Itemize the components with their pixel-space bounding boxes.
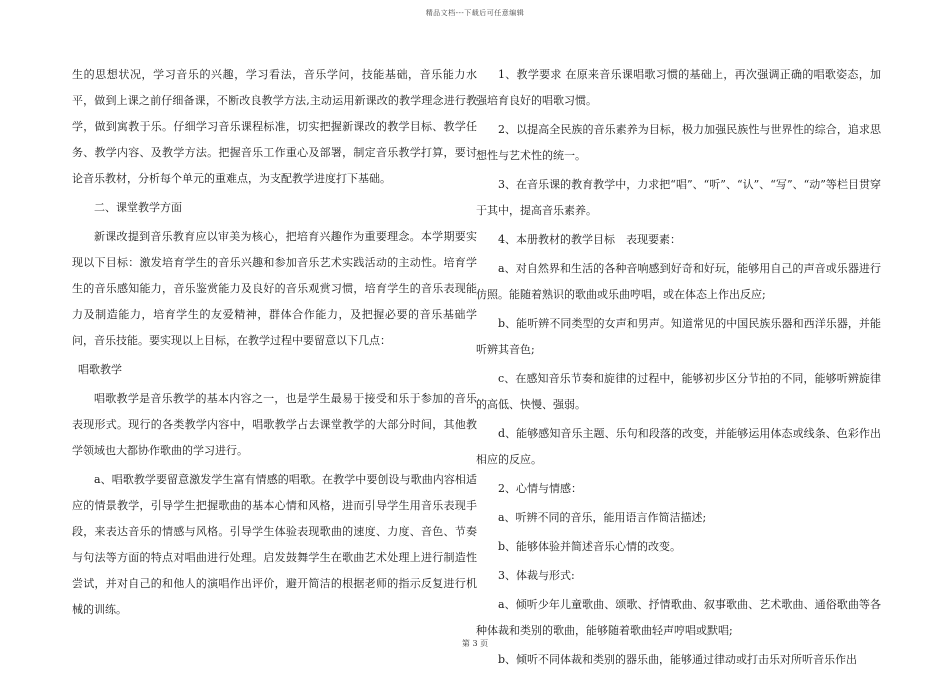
paragraph: d、能够感知音乐主题、乐句和段落的改变，并能够运用体态或线条、色彩作出相应的反应。 xyxy=(476,427,881,466)
paragraph: a、对自然界和生活的各种音响感到好奇和好玩，能够用自己的声音或乐器进行仿照。能随着熟识的歌曲或乐曲哼唱，或在体态上作出反应; xyxy=(476,262,881,301)
paragraph: 1、教学要求 在原来音乐课唱歌习惯的基础上，再次强调正确的唱歌姿态，加强培育良好的唱歌习惯。 xyxy=(476,68,881,107)
paragraph: 2、以提高全民族的音乐素养为目标，极力加强民族性与世界性的综合，追求思想性与艺术性的统一。 xyxy=(476,123,881,162)
paragraph: a、倾听少年儿童歌曲、颂歌、抒情歌曲、叙事歌曲、艺术歌曲、通俗歌曲等各种体裁和类别的歌曲，能够随着歌曲轻声哼唱或默唱; xyxy=(476,598,881,637)
paragraph: a、唱歌教学要留意激发学生富有情感的唱歌。在教学中要创设与歌曲内容相适应的情景教学，引导学生把握歌曲的基本心情和风格，进而引导学生用音乐表现手段，来表达音乐的情感与风格。引导学生体验表现歌曲的速度、力度、音色、节奏与句法等方面的特点对唱曲进行处理。启发鼓舞学生在歌曲艺术处理上进行制造性尝试，并对自己的和他人的演唱作出评价，避开简洁的根据老师的指示反复进行机械的训练。 xyxy=(72,473,477,616)
page-number: 第 3 页 xyxy=(461,639,489,648)
paragraph: 生的思想状况，学习音乐的兴趣，学习看法，音乐学问，技能基础，音乐能力水平，做到上课之前仔细备课，不断改良教学方法,主动运用新课改的教学理念进行教学，做到寓教于乐。仔细学习音乐课程标准，切实把握新课改的教学目标、教学任务、教学内容、及教学方法。把握音乐工作重心及部署，制定音乐教学打算，要讨论音乐教材，分析每个单元的重难点，为支配教学进度打下基础。 xyxy=(72,68,477,185)
paragraph: b、能听辨不同类型的女声和男声。知道常见的中国民族乐器和西洋乐器，并能听辨其音色; xyxy=(476,317,881,356)
paragraph: 二、课堂教学方面 xyxy=(94,201,182,214)
paragraph: c、在感知音乐节奏和旋律的过程中，能够初步区分节拍的不同，能够听辨旋律的高低、快慢、强弱。 xyxy=(476,372,881,411)
paragraph: a、听辨不同的音乐，能用语言作简洁描述; xyxy=(498,511,707,524)
left-column xyxy=(72,62,477,626)
paragraph: 3、体裁与形式: xyxy=(498,569,575,582)
paragraph: 3、在音乐课的教育教学中，力求把“唱”、“听”、“认”、“写”、“动”等栏目贯穿于其中，提高音乐素养。 xyxy=(476,178,881,217)
paragraph: 2、心情与情感： xyxy=(498,482,582,495)
paragraph: b、能够体验并简述音乐心情的改变。 xyxy=(498,540,682,553)
paragraph: 新课改提到音乐教育应以审美为核心，把培育兴趣作为重要理念。本学期要实现以下目标：激发培育学生的音乐兴趣和参加音乐艺术实践活动的主动性。培育学生的音乐感知能力，音乐鉴赏能力及良好的音乐观赏习惯，培育学生的音乐表现能力及制造能力，培育学生的友爱精神，群体合作能力，及把握必要的音乐基础学问，音乐技能。要实现以上目标，在教学过程中要留意以下几点： xyxy=(72,230,477,347)
paragraph: b、倾听不同体裁和类别的器乐曲，能够通过律动或打击乐对所听音乐作出 xyxy=(498,653,858,666)
paragraph: 唱歌教学 xyxy=(78,363,122,376)
paragraph: 4、本册教材的教学目标 表现要素： xyxy=(498,233,681,246)
page-header-note: 精品文档---下载后可任意编辑 xyxy=(425,9,525,17)
paragraph: 唱歌教学是音乐教学的基本内容之一，也是学生最易于接受和乐于参加的音乐表现形式。现行的各类教学内容中，唱歌教学占去课堂教学的大部分时间，其他教学领域也大都协作歌曲的学习进行。 xyxy=(72,392,477,457)
right-column xyxy=(476,62,881,676)
